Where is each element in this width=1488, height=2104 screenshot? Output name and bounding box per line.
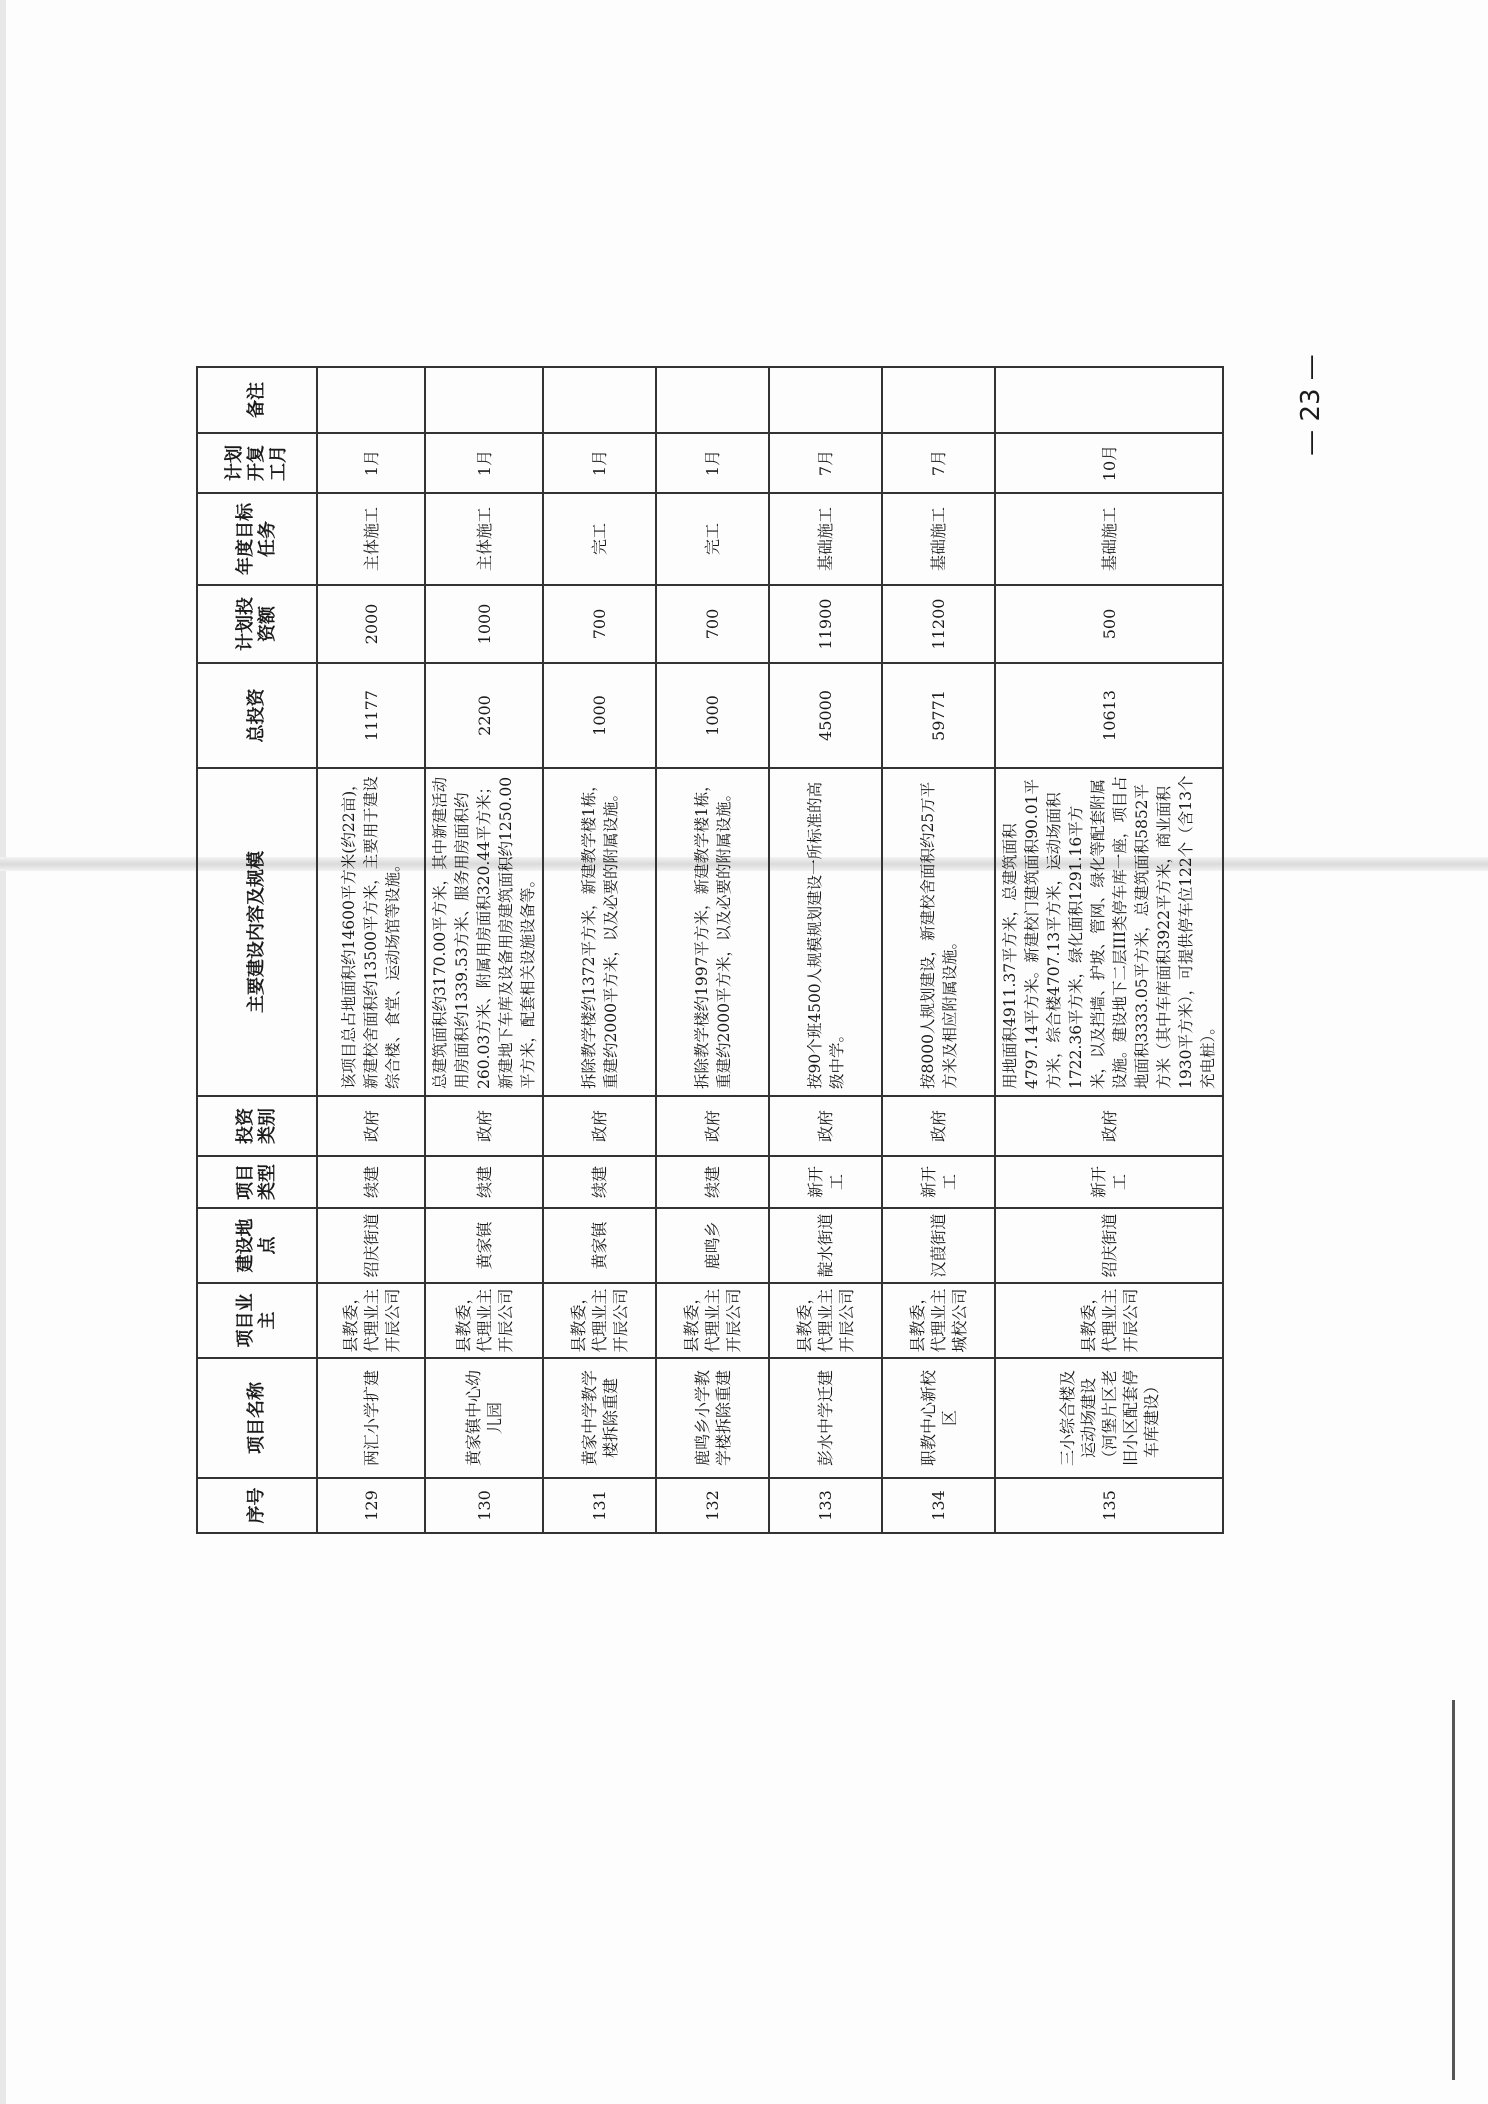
cell-remark xyxy=(882,367,995,433)
cell-target: 主体施工 xyxy=(317,493,425,585)
cell-owner: 县教委，代理业主开辰公司 xyxy=(317,1283,425,1358)
cell-content: 该项目总占地面积约14600平方米(约22亩)，新建校舍面积约13500平方米，主要用于建设综合楼、食堂、运动场馆等设施。 xyxy=(317,768,425,1096)
cell-invest-type: 政府 xyxy=(317,1096,425,1156)
cell-seq: 129 xyxy=(317,1478,425,1533)
cell-owner: 县教委，代理业主开辰公司 xyxy=(543,1283,656,1358)
cell-location: 黄家镇 xyxy=(543,1208,656,1283)
table-row xyxy=(425,367,543,1533)
cell-name: 两汇小学扩建 xyxy=(317,1358,425,1478)
scan-edge xyxy=(0,0,6,2104)
cell-remark xyxy=(995,367,1223,433)
col-location: 建设地点 xyxy=(197,1208,317,1283)
col-planned: 计划投资额 xyxy=(197,585,317,663)
cell-total: 1000 xyxy=(656,663,769,768)
cell-name: 黄家镇中心幼儿园 xyxy=(425,1358,543,1478)
cell-remark xyxy=(317,367,425,433)
cell-target: 主体施工 xyxy=(425,493,543,585)
cell-owner: 县教委，代理业主开辰公司 xyxy=(656,1283,769,1358)
col-invest-type: 投资类别 xyxy=(197,1096,317,1156)
header-row xyxy=(197,367,317,1533)
cell-total: 2200 xyxy=(425,663,543,768)
cell-name: 三小综合楼及运动场建设（河堡片区老旧小区配套停车库建设） xyxy=(995,1358,1223,1478)
cell-project-type: 续建 xyxy=(317,1156,425,1208)
cell-planned: 1000 xyxy=(425,585,543,663)
cell-location: 靛水街道 xyxy=(769,1208,882,1283)
project-table xyxy=(196,366,1224,1534)
table-row xyxy=(317,367,425,1533)
cell-location: 汉葭街道 xyxy=(882,1208,995,1283)
cell-invest-type: 政府 xyxy=(543,1096,656,1156)
cell-seq: 132 xyxy=(656,1478,769,1533)
cell-planned: 700 xyxy=(656,585,769,663)
cell-remark xyxy=(425,367,543,433)
col-project-type: 项目类型 xyxy=(197,1156,317,1208)
col-seq: 序号 xyxy=(197,1478,317,1533)
cell-location: 鹿鸣乡 xyxy=(656,1208,769,1283)
cell-location: 绍庆街道 xyxy=(995,1208,1223,1283)
cell-content: 按8000人规划建设，新建校舍面积约25万平方米及相应附属设施。 xyxy=(882,768,995,1096)
cell-seq: 134 xyxy=(882,1478,995,1533)
cell-project-type: 续建 xyxy=(656,1156,769,1208)
project-table-rotated xyxy=(196,382,1217,1534)
cell-total: 11177 xyxy=(317,663,425,768)
cell-name: 鹿鸣乡小学教学楼拆除重建 xyxy=(656,1358,769,1478)
cell-project-type: 续建 xyxy=(543,1156,656,1208)
col-month: 计划开复工月 xyxy=(197,433,317,493)
cell-invest-type: 政府 xyxy=(995,1096,1223,1156)
table-row xyxy=(656,367,769,1533)
cell-owner: 县教委，代理业主开辰公司 xyxy=(425,1283,543,1358)
cell-invest-type: 政府 xyxy=(656,1096,769,1156)
cell-content: 总建筑面积约3170.00平方米，其中新建活动用房面积约1339.53方米、服务用房面积约260.03方米、附属用房面积320.44平方米；新建地下车库及设备用房建筑面积约1250.00平方米，配套相关设施设备等。 xyxy=(425,768,543,1096)
cell-content: 按90个班4500人规模规划建设一所标准的高级中学。 xyxy=(769,768,882,1096)
cell-seq: 130 xyxy=(425,1478,543,1533)
cell-month: 1月 xyxy=(425,433,543,493)
col-target: 年度目标任务 xyxy=(197,493,317,585)
table-row xyxy=(543,367,656,1533)
cell-month: 7月 xyxy=(769,433,882,493)
cell-month: 1月 xyxy=(656,433,769,493)
scan-edge-right xyxy=(1452,1700,1455,2080)
cell-seq: 131 xyxy=(543,1478,656,1533)
cell-target: 完工 xyxy=(543,493,656,585)
cell-name: 职教中心新校区 xyxy=(882,1358,995,1478)
cell-invest-type: 政府 xyxy=(882,1096,995,1156)
cell-content: 拆除教学楼约1372平方米，新建教学楼1栋，重建约2000平方米，以及必要的附属设施。 xyxy=(543,768,656,1096)
cell-project-type: 续建 xyxy=(425,1156,543,1208)
cell-content: 拆除教学楼约1997平方米，新建教学楼1栋，重建约2000平方米，以及必要的附属设施。 xyxy=(656,768,769,1096)
cell-name: 彭水中学迁建 xyxy=(769,1358,882,1478)
col-content: 主要建设内容及规模 xyxy=(197,768,317,1096)
cell-name: 黄家中学教学楼拆除重建 xyxy=(543,1358,656,1478)
cell-total: 1000 xyxy=(543,663,656,768)
cell-planned: 11200 xyxy=(882,585,995,663)
col-total: 总投资 xyxy=(197,663,317,768)
cell-owner: 县教委，代理业主开辰公司 xyxy=(769,1283,882,1358)
cell-project-type: 新开工 xyxy=(769,1156,882,1208)
cell-month: 1月 xyxy=(317,433,425,493)
cell-owner: 县教委，代理业主城校公司 xyxy=(882,1283,995,1358)
page-number-text: — 23 — xyxy=(1295,354,1326,456)
cell-seq: 135 xyxy=(995,1478,1223,1533)
cell-total: 10613 xyxy=(995,663,1223,768)
cell-project-type: 新开工 xyxy=(882,1156,995,1208)
cell-location: 黄家镇 xyxy=(425,1208,543,1283)
cell-owner: 县教委，代理业主开辰公司 xyxy=(995,1283,1223,1358)
cell-project-type: 新开工 xyxy=(995,1156,1223,1208)
page-number xyxy=(1295,340,1330,480)
table-row xyxy=(769,367,882,1533)
col-owner: 项目业主 xyxy=(197,1283,317,1358)
col-remark: 备注 xyxy=(197,367,317,433)
cell-planned: 2000 xyxy=(317,585,425,663)
cell-planned: 700 xyxy=(543,585,656,663)
cell-planned: 11900 xyxy=(769,585,882,663)
cell-seq: 133 xyxy=(769,1478,882,1533)
cell-content: 用地面积4911.37平方米，总建筑面积4797.14平方米。新建校门建筑面积90.01平方米，综合楼4707.13平方米，运动场面积1722.36平方米，绿化面积1291.16平方米，以及挡墙、护坡、管网、绿化等配套附属设施。建设地下二层III类停车库一座，项目占地面积3333.05平方米，总建筑面积5852平方米（其中车库面积3922平方米，商业面积1930平方米），可提供停车位122个（含13个充电桩）。 xyxy=(995,768,1223,1096)
cell-target: 基础施工 xyxy=(882,493,995,585)
cell-target: 基础施工 xyxy=(995,493,1223,585)
cell-target: 基础施工 xyxy=(769,493,882,585)
cell-invest-type: 政府 xyxy=(769,1096,882,1156)
cell-remark xyxy=(769,367,882,433)
cell-invest-type: 政府 xyxy=(425,1096,543,1156)
cell-total: 59771 xyxy=(882,663,995,768)
cell-month: 1月 xyxy=(543,433,656,493)
cell-planned: 500 xyxy=(995,585,1223,663)
cell-month: 10月 xyxy=(995,433,1223,493)
cell-total: 45000 xyxy=(769,663,882,768)
cell-target: 完工 xyxy=(656,493,769,585)
table-row xyxy=(882,367,995,1533)
cell-location: 绍庆街道 xyxy=(317,1208,425,1283)
cell-remark xyxy=(656,367,769,433)
cell-month: 7月 xyxy=(882,433,995,493)
col-name: 项目名称 xyxy=(197,1358,317,1478)
cell-remark xyxy=(543,367,656,433)
table-row xyxy=(995,367,1223,1533)
